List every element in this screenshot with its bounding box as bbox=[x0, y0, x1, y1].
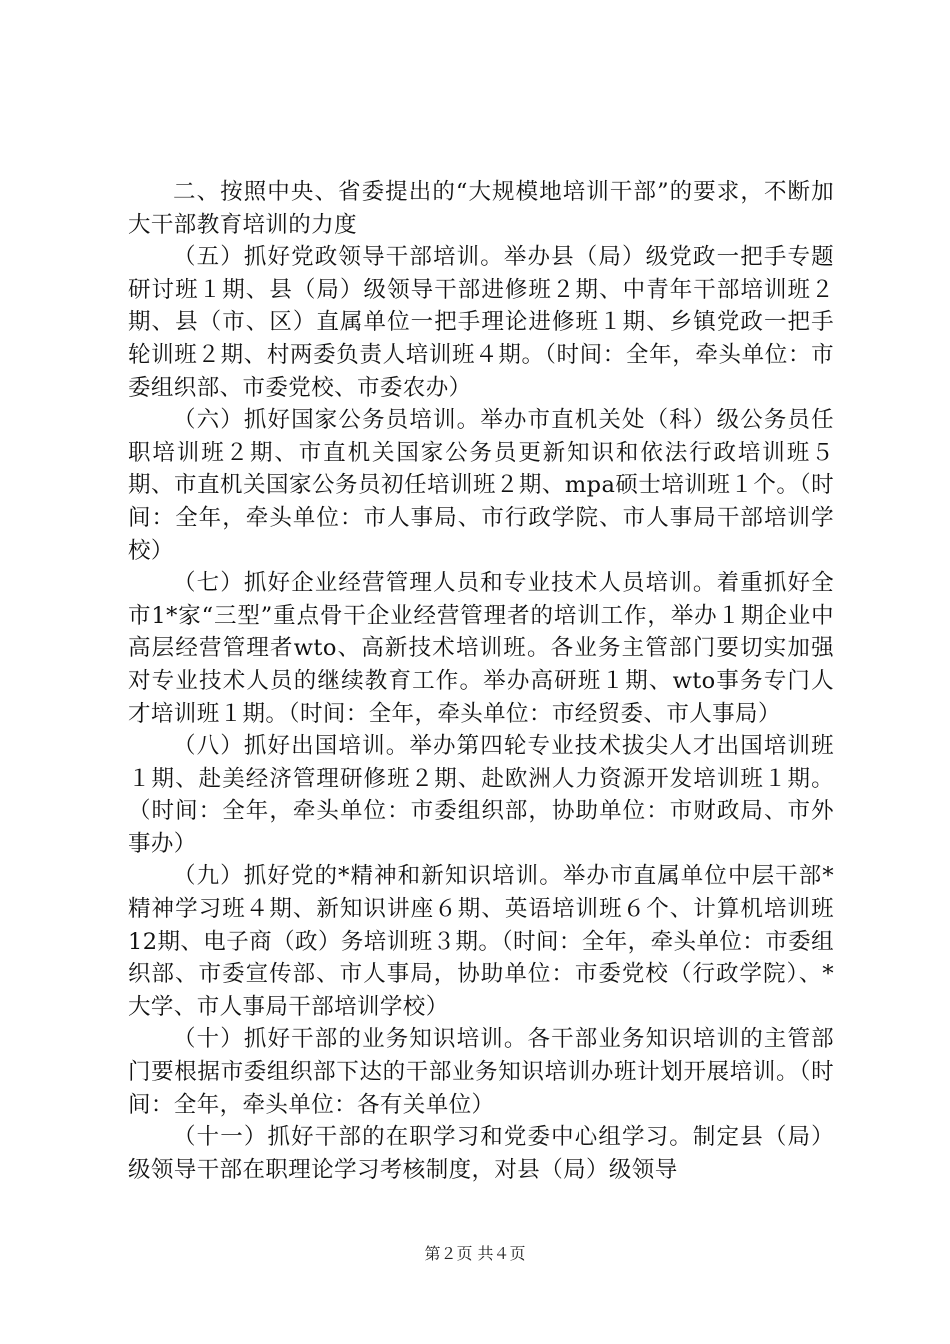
paragraph-item-7: （七）抓好企业经营管理人员和专业技术人员培训。着重抓好全市1*家“三型”重点骨干企业经营管理者的培训工作，举办１期企业中高层经营管理者wto、高新技术培训班。各业务主管部门要切实加强对专业技术人员的继续教育工作。举办高研班１期、wto事务专门人才培训班１期。（时间：全年，牵头单位：市经贸委、市人事局） bbox=[128, 570, 834, 727]
paragraph-item-11: （十一）抓好干部的在职学习和党委中心组学习。制定县（局）级领导干部在职理论学习考核制度，对县（局）级领导 bbox=[128, 1124, 834, 1183]
document-body bbox=[128, 176, 834, 1186]
paragraph-item-6: （六）抓好国家公务员培训。举办市直机关处（科）级公务员任职培训班２期、市直机关国家公务员更新知识和依法行政培训班５期、市直机关国家公务员初任培训班２期、mpa硕士培训班１个。（时间：全年，牵头单位：市人事局、市行政学院、市人事局干部培训学校） bbox=[128, 407, 834, 564]
paragraph-item-5: （五）抓好党政领导干部培训。举办县（局）级党政一把手专题研讨班１期、县（局）级领导干部进修班２期、中青年干部培训班２期、县（市、区）直属单位一把手理论进修班１期、乡镇党政一把手轮训班２期、村两委负责人培训班４期。（时间：全年，牵头单位：市委组织部、市委党校、市委农办） bbox=[128, 244, 834, 401]
page-footer: 第２页 共４页 bbox=[424, 1244, 526, 1263]
paragraph-item-8: （八）抓好出国培训。举办第四轮专业技术拔尖人才出国培训班１期、赴美经济管理研修班２期、赴欧洲人力资源开发培训班１期。（时间：全年，牵头单位：市委组织部，协助单位：市财政局、市外事办） bbox=[128, 733, 834, 857]
section-heading: 二、按照中央、省委提出的“大规模地培训干部”的要求，不断加大干部教育培训的力度 bbox=[128, 179, 834, 238]
paragraph-item-9: （九）抓好党的*精神和新知识培训。举办市直属单位中层干部*精神学习班４期、新知识讲座６期、英语培训班６个、计算机培训班12期、电子商（政）务培训班３期。（时间：全年，牵头单位：市委组织部、市委宣传部、市人事局，协助单位：市委党校（行政学院）、*大学、市人事局干部培训学校） bbox=[128, 863, 834, 1020]
paragraph-item-10: （十）抓好干部的业务知识培训。各干部业务知识培训的主管部门要根据市委组织部下达的干部业务知识培训办班计划开展培训。（时间：全年，牵头单位：各有关单位） bbox=[128, 1026, 834, 1118]
